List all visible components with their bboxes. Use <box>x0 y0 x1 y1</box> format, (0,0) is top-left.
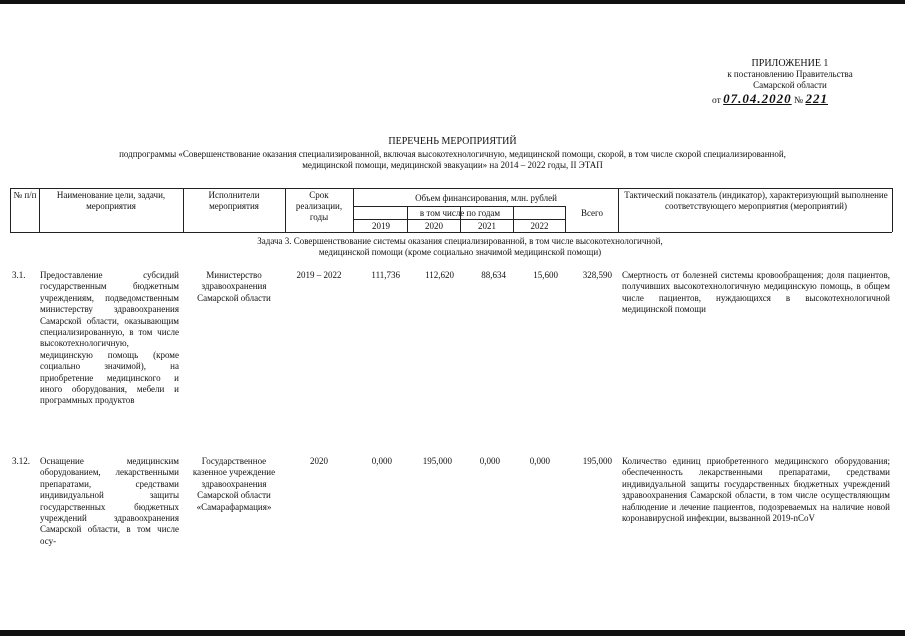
row-2022: 15,600 <box>533 270 558 280</box>
row-indicator: Смертность от болезней системы кровообращения; доля пациентов, получивших высокотехнологичную медицинскую помощь, в общем числе пациентов, нуждающихся в высокотехнологичной медицинской помощи <box>622 270 890 315</box>
finance-subheader-line <box>353 206 565 207</box>
row-name: Предоставление субсидий государственным бюджетным учреждениям, подведомственным министерству здравоохранения Самарской области, оказывающим специализированную, в том числе высокотехнологичную, медицинскую помощь (кроме социально значимой), на приобретение медицинского и иного оборудования, мебели и программных продуктов <box>40 270 179 406</box>
row-num: 3.1. <box>12 270 26 280</box>
handwritten-number: 221 <box>805 91 828 106</box>
row-term: 2019 – 2022 <box>296 270 342 280</box>
header-term: Срок реализации, годы <box>295 190 343 222</box>
appendix-block <box>700 58 880 107</box>
header-by-years: в том числе по годам <box>419 208 501 218</box>
header-name: Наименование цели, задачи, мероприятия <box>56 190 166 211</box>
scan-top-edge <box>0 0 905 4</box>
row-total: 195,000 <box>582 456 612 466</box>
row-exec: Государственное казенное учреждение здравоохранения Самарской области «Самарафармация» <box>192 456 276 512</box>
years-subheader-line <box>353 219 565 220</box>
task-line1: Задача 3. Совершенствование системы оказания специализированной, в том числе высокотехнологичной, <box>257 236 663 246</box>
date-prefix: от <box>712 96 721 106</box>
header-2019: 2019 <box>372 221 390 231</box>
header-finance: Объем финансирования, млн. рублей <box>415 193 557 203</box>
header-num: № п/п <box>13 190 37 200</box>
document-subtitle-line1: подпрограммы «Совершенствование оказания специализированной, включая высокотехнологичную, медицинской помощи, скорой, в том числе скорой специализированной, <box>119 149 786 159</box>
header-indicator: Тактический показатель (индикатор), характеризующий выполнение соответствующего мероприятия (мероприятий) <box>624 190 888 211</box>
row-indicator: Количество единиц приобретенного медицинского оборудования; обеспеченность лекарственными препаратами, средствами индивидуальной защиты государственных бюджетных учреждений здравоохранения Самарской области, в том числе осуществляющим наблюдение и лечение пациентов, подозреваемых на наличие новой коронавирусной инфекции, вызванной 2019-nCoV <box>622 456 890 524</box>
header-total: Всего <box>580 208 604 218</box>
table-top-border <box>10 188 892 189</box>
header-2020: 2020 <box>425 221 443 231</box>
task-line2: медицинской помощи (кроме социально значимой медицинской помощи) <box>318 247 602 257</box>
scan-bottom-edge <box>0 630 905 636</box>
document-subtitle-line2: медицинской помощи, медицинской эвакуации» на 2014 – 2022 годы, II ЭТАП <box>302 160 603 170</box>
row-2022: 0,000 <box>529 456 550 466</box>
row-2020: 195,000 <box>422 456 452 466</box>
row-2021: 0,000 <box>479 456 500 466</box>
row-exec: Министерство здравоохранения Самарской области <box>197 270 271 303</box>
row-2020: 112,620 <box>425 270 454 280</box>
handwritten-date: 07.04.2020 <box>723 91 792 106</box>
row-2019: 0,000 <box>371 456 392 466</box>
document-title: ПЕРЕЧЕНЬ МЕРОПРИЯТИЙ <box>388 136 517 147</box>
header-2021: 2021 <box>478 221 496 231</box>
appendix-line2: к постановлению Правительства <box>727 69 853 79</box>
header-bottom-border <box>10 232 892 233</box>
number-prefix: № <box>794 96 804 106</box>
row-2021: 88,634 <box>481 270 506 280</box>
row-2019: 111,736 <box>371 270 400 280</box>
appendix-title: ПРИЛОЖЕНИЕ 1 <box>751 58 829 69</box>
row-name: Оснащение медицинским оборудованием, лекарственными препаратами, средствами индивидуальной защиты государственных бюджетных учреждений здравоохранения Самарской области, в том числе осу- <box>40 456 179 546</box>
row-total: 328,590 <box>582 270 612 280</box>
row-num: 3.12. <box>12 456 30 466</box>
header-2022: 2022 <box>530 221 549 231</box>
header-exec: Исполнители мероприятия <box>208 190 260 211</box>
appendix-line3: Самарской области <box>753 80 827 90</box>
row-term: 2020 <box>310 456 328 466</box>
appendix-date-line <box>700 91 880 107</box>
